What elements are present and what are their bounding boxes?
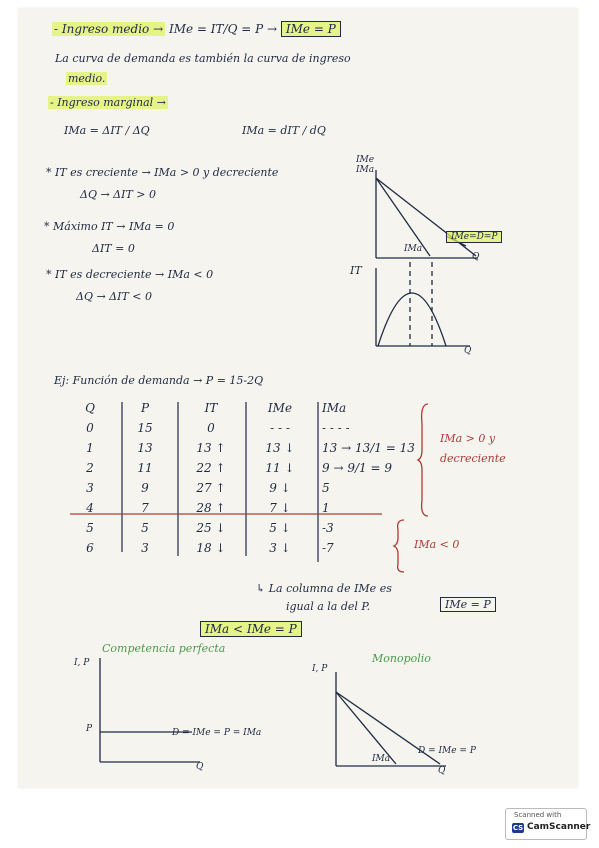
ime-equals-p-box: IMe = P xyxy=(281,21,341,37)
col-q xyxy=(80,398,100,558)
ima-curve-label: IMa xyxy=(404,244,423,254)
cell: 5 xyxy=(141,521,149,535)
cell: 7 ↓ xyxy=(269,501,291,515)
graph-x-label-q: Q xyxy=(472,252,480,262)
brace-positive-text-b: decreciente xyxy=(440,452,506,465)
column-note-box: IMe = P xyxy=(440,598,496,611)
center-box: IMa < IMe = P xyxy=(200,622,302,636)
bullet-it-decreciente-delta: ΔQ → ΔIT < 0 xyxy=(76,290,153,303)
cell: -7 xyxy=(322,541,334,555)
header-ime: IMe xyxy=(267,401,293,415)
graph-y-label-ime: IMe xyxy=(356,155,375,165)
ima-derivative-formula: IMa = dIT / dQ xyxy=(242,124,326,137)
bullet-maximo-it-delta: ΔIT = 0 xyxy=(92,242,135,255)
monopolio-y-label: I, P xyxy=(312,664,328,674)
cell: 0 xyxy=(86,421,94,435)
bullet-it-creciente-delta: ΔQ → ΔIT > 0 xyxy=(80,188,157,201)
cell: 1 xyxy=(86,441,94,455)
cell: 0 xyxy=(207,421,215,435)
competencia-line-label: D = IMe = P = IMa xyxy=(172,728,262,738)
cell: 2 xyxy=(86,461,94,475)
ingreso-medio-label: - Ingreso medio → xyxy=(54,22,164,36)
cell: - - - - xyxy=(322,421,350,435)
cell: 9 ↓ xyxy=(269,481,291,495)
graph-it xyxy=(376,262,470,346)
it-axis-label: IT xyxy=(350,264,362,277)
ime-curve-label: IMe=D=P xyxy=(446,232,502,242)
bullet-it-creciente: * IT es creciente → IMa > 0 y decreciente xyxy=(46,166,279,179)
header-q: Q xyxy=(85,401,95,415)
scanned-with-text: Scanned with xyxy=(514,811,562,819)
competencia-x-label: Q xyxy=(196,762,204,772)
cell: 1 xyxy=(322,501,330,515)
monopolio-title: Monopolio xyxy=(372,652,431,665)
cell: 7 xyxy=(141,501,149,515)
cell: 28 ↑ xyxy=(196,501,226,515)
demand-line xyxy=(376,178,476,256)
cell: 13 ↓ xyxy=(265,441,295,455)
cell: - - - xyxy=(270,421,290,435)
header-it: IT xyxy=(204,401,218,415)
cell: 25 ↓ xyxy=(196,521,226,535)
col-ima xyxy=(322,398,422,558)
demand-curve-note: La curva de demanda es también la curva de ingreso xyxy=(55,52,351,65)
competencia-title: Competencia perfecta xyxy=(102,642,226,655)
camscanner-logo-icon: CS xyxy=(512,824,524,832)
cell: 3 ↓ xyxy=(269,541,291,555)
ingreso-medio-formula: IMe = IT/Q = P → xyxy=(168,22,278,36)
cell: 11 ↓ xyxy=(265,461,295,475)
it-curve xyxy=(378,293,446,346)
cell: 11 xyxy=(137,461,153,475)
cell: 13 → 13/1 = 13 xyxy=(322,441,415,455)
monopolio-x-label: Q xyxy=(438,766,446,776)
ingreso-marginal-heading: - Ingreso marginal → xyxy=(50,96,166,109)
cell: 4 xyxy=(86,501,94,515)
cell: 5 ↓ xyxy=(269,521,291,535)
bullet-maximo-it: * Máximo IT → IMa = 0 xyxy=(44,220,175,233)
demand-curve-note-cont: medio. xyxy=(68,72,106,85)
graph-y-label-ima: IMa xyxy=(356,165,375,175)
cell: 18 ↓ xyxy=(196,541,226,555)
cell: 3 xyxy=(86,481,94,495)
column-note-b: igual a la del P. xyxy=(286,600,371,613)
bullet-it-decreciente: * IT es decreciente → IMa < 0 xyxy=(46,268,214,281)
brace-negative-text: IMa < 0 xyxy=(414,538,460,551)
brace-positive-text-a: IMa > 0 y xyxy=(440,432,496,445)
cell: 27 ↑ xyxy=(196,481,226,495)
cell: 3 xyxy=(141,541,149,555)
monopolio-d-label: D = IMe = P xyxy=(418,746,476,756)
graph-it-x-label: Q xyxy=(464,346,472,356)
col-it xyxy=(184,398,238,558)
header-p: P xyxy=(140,401,150,415)
col-p xyxy=(130,398,160,558)
header-ima: IMa xyxy=(322,401,347,415)
camscanner-badge xyxy=(505,808,591,840)
cell: 9 → 9/1 = 9 xyxy=(322,461,392,475)
cell: 9 xyxy=(141,481,149,495)
monopolio-ima-label: IMa xyxy=(372,754,391,764)
cell: 13 xyxy=(137,441,153,455)
ima-delta-formula: IMa = ΔIT / ΔQ xyxy=(64,124,150,137)
col-ime xyxy=(252,398,308,558)
cell: -3 xyxy=(322,521,334,535)
cell: 13 ↑ xyxy=(196,441,226,455)
example-title: Ej: Función de demanda → P = 15-2Q xyxy=(54,374,264,387)
cell: 5 xyxy=(322,481,330,495)
competencia-p-label: P xyxy=(86,724,93,734)
column-note-a: ↳ La columna de IMe es xyxy=(256,582,392,595)
cell: 6 xyxy=(86,541,94,555)
competencia-y-label: I, P xyxy=(74,658,90,668)
graph-competencia xyxy=(100,658,200,762)
graph-ime-ima xyxy=(376,170,478,258)
cell: 22 ↑ xyxy=(196,461,226,475)
camscanner-name: CamScanner xyxy=(527,822,591,832)
cell: 15 xyxy=(137,421,153,435)
cell: 5 xyxy=(86,521,94,535)
